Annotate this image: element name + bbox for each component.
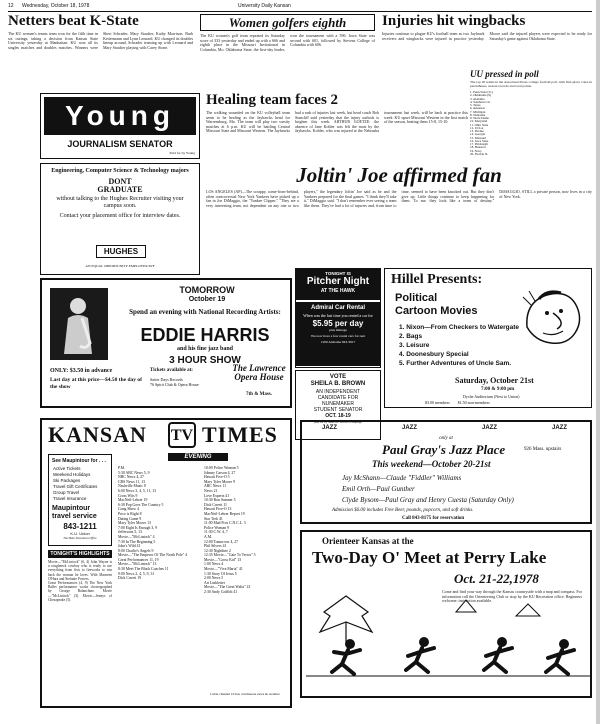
tv-listing: 11:30 C.W. 4, 7 [204,530,228,535]
orienteering-runners-icon [306,592,590,696]
hughes-logo: HUGHES [96,245,146,258]
tv-listing: 9:00 News 2, 4, 5, 9, 31 [118,571,155,576]
poll-team: 20. Florida St. [470,152,489,156]
tv-listing: Hawaii Five-O 13 [204,507,232,512]
tv-listing: 1:00 News 4 [204,562,224,567]
tv-listing: 2:30 Andy Griffith 41 [204,590,238,595]
admiral-plus: plus mileage [329,328,347,332]
tv-listing: 11:00 Mad Pros C.N.C.L. 5 [204,521,246,526]
tv-listing: 1:30 Story Of Jesus 5 [204,571,237,576]
tv-listing: Movie—"McLintock" 13 [118,562,157,567]
tv-listing: 12:35 Movie—"Gate To Terror" 5 [204,553,256,558]
kansan-tv-times [40,418,292,708]
poll-intro: The top 20 teams in the Associated Press college football poll, with first-place votes in parentheses, season records and total points. [470,80,592,88]
poll-team: 16. Iowa State [470,139,489,143]
tv-listings-column-1 [118,466,200,690]
tv-listing: Mary Tyler Moore 13 [118,521,151,526]
perry-lake-ad [300,530,592,698]
hughes-heading: Engineering, Computer Science & Technology majors [51,168,189,174]
injuries-article [382,14,592,70]
tv-listing: Art Linkletter [204,580,225,585]
perry-dates: Oct. 21-22,1978 [454,571,539,586]
netters-headline: Netters beat K-State [8,13,139,29]
tv-highlights-body: Movie—"McLintock" (6, 4) John Wayne is a roughneck cowboy who is ready to use everything from fists to fireworks to win back the woman he loves. With Maureen O'Hara and Stefanie Powers. Great Performances (4, 9) The New York Ballet performance works choreographed by George Balanchine. Movie—"McLintock" (3). Movie—Jennys of Chesapeake (5). [48,560,112,602]
maupintour-phone: 843-1211 [63,522,97,531]
poll-team: 19. Navy [470,149,482,153]
vote-line3: NUNEMAKER [322,401,354,407]
poll-team: 10. Maryland [470,120,488,124]
hillel-ad [384,268,592,408]
healing-headline: Healing team faces 2 [206,92,339,108]
hughes-ad [40,163,200,275]
eddie-only-price: ONLY: $3.50 in advance [50,368,113,374]
tv-listing: Hawaii Five-O 5 [204,475,230,480]
page-header [8,3,592,11]
joltin-headline: Joltin' Joe affirmed fan [296,163,502,187]
vote-paid: paid for by Sheila B. Brown's campaign [314,420,362,424]
hughes-eeo: AN EQUAL OPPORTUNITY EMPLOYER M/F [85,264,155,268]
jazz-word: JAZZ [402,425,417,431]
hillel-movie-item: 1. Nixon—From Checkers to Watergate [399,324,520,331]
jazz-only: only at [439,436,453,441]
golfers-headline: Women golfers eighth [200,14,375,31]
hillel-prices: $3.00 members $1.50 non-members [425,400,490,405]
tv-listing: 10:30 Ron Sumner 5 [204,498,236,503]
golfers-body: The KU women's golf team repeated its Saturday score of 333 yesterday and ended up with a 666 and eighth place in the Missouri Invitational in Columbia, Mo. Oklahoma State, the first-day leader, won the tournament with a 596. Iowa State was second with 601, followed by Stevens College of Columbia with 606. [200,34,375,52]
poll-team: 13. Purdue [470,130,484,133]
tv-listing: Phil Silvers 41 [204,544,227,549]
tv-listing: Price is Right 8 [118,511,142,516]
vote-line4: STUDENT SENATOR [313,407,363,413]
admiral-phone: 1200 Alabama 843-3917 [320,339,356,344]
eddie-venue: The Lawrence Opera House [232,363,286,382]
tv-cable-footnote: Cable channel 10 has continuous news & weather [210,692,280,696]
young-paid: Paid for by Young [169,151,195,155]
jazz-header-row [302,425,590,433]
tv-listing: Dick Cavett 19 [118,576,141,581]
page-gutter [596,0,600,724]
jazz-line3: Clyde Bysom—Paul Gray and Henry Cuesta (Saturday Only) [342,496,514,504]
jazz-word: JAZZ [552,425,567,431]
hillel-cartoon: Cartoon Movies [395,305,478,317]
header-rule [8,11,592,12]
tv-listing: Jeffersons 5, 13 [118,530,142,535]
golfers-article [200,14,375,90]
eddie-spend: Spend an evening with National Recording Artists: [129,308,281,316]
perry-info: Come and find your way through the Kansas countryside with a map and compass. For information call the Orienteering Club or stop by the KU Recreation office. Beginners welcome; instruction available. [442,590,582,604]
perry-illustration [306,592,590,696]
tv-listing: John's Wild 41 [118,544,141,549]
joltin-body: LOS ANGELES (AP)—The scrappy, come-from-behind, often controversial New York Yankees have picked up a fan in Joe DiMaggio, the "Yankee Clipper." "They are a very interesting team, not dependent on any one or two players," the legendary Joltin' Joe said as he and the Yankees prepared for the final games. "I think they'll take it," DiMaggio said. "I don't remember ever seeing a team like them. They've had a lot of injuries and, from time to time, seemed to have been knocked out. But they don't give up. Little things continue to keep happening for them. To me, they look like a team of destiny." DiMAGGIO, STILL a private person, now lives in a city of New York. [206,190,592,208]
jazz-weekend: This weekend—October 20-21st [372,459,491,469]
tv-listing: MacNeil-Lehrer Report 19 [204,511,245,516]
eddie-name: EDDIE HARRIS [140,325,270,345]
eddie-tomorrow: TOMORROW [179,285,235,295]
tv-listing: Star Trek 41 [204,516,223,521]
young-office: JOURNALISM SENATOR [67,139,173,149]
poll-team: 14. Georgia [470,133,485,137]
tv-listing: Nashville Music 8 [118,484,146,489]
maupintour-see: See Maupintour for . . . [52,458,106,464]
hillel-movie-list [399,323,519,368]
eddie-show: 3 HOUR SHOW [169,355,241,366]
maupintour-tagline: The Main Downtown Office [63,536,97,540]
tv-listing: Gong Show 4 [118,507,139,512]
tv-listing: Great Performances 11, 19 [118,557,159,562]
tv-listing: 8:30 Meet The Black Coaches 11 [118,567,169,572]
joltin-article [206,165,592,265]
healing-body: The walking wounded on the KU volleyball team seem to be healing as the Jayhawks head for Warrensburg, Mo. The team will play two varsity matches at 6 p.m. KU will be battling Central Missouri State and Missouri Western. The Jayhawks had a rash of injuries last week, but head coach Bob Stancliff said yesterday that the injury outlook is brighter this week. ARTHUR GOETZE: the absence of Jane Kohler was felt the most by the Jayhawks. Kohler, who was injured at the Nebraska tournament last week, will be back at practice this week. KU upset Missouri Western in the first match of the season, beating them 15-8, 15-10. [206,111,468,134]
tv-listing: 6:00 News 3, 4, 5, 11, 13 [118,488,157,493]
hillel-place: Dyche Auditorium (Next to Union) [463,394,520,399]
nixon-caricature [517,287,589,349]
tv-listing: Movie—"Gross Kid" 13 [204,557,242,562]
perry-title: Two-Day O' Meet at Perry Lake [312,548,547,567]
jazz-admission: Admission $6.00 includes Free Beer, pounds, popcorn, and soft drinks. [332,508,474,513]
young-name: Young [44,97,196,135]
tv-listing: CBS News 11, 13 [118,479,146,484]
jazz-line1: Jay McShann—Claude "Fiddler" Williams [342,474,462,482]
tv-listing: Cross Wits 9 [118,493,138,498]
maupintour-option: Group Travel [53,490,80,495]
poll-team: 15. Missouri [470,136,487,140]
jazz-ad [300,420,592,524]
tv-listing: 8:00 Charlie's Angels 9 [118,548,154,553]
injuries-headline: Injuries hit wingbacks [382,13,526,29]
netters-body: The KU women's tennis team won for the fifth time in six outings, taking a decision from Kansas State University yesterday at Manhattan. KU won all its singles matches and doubles matches. Winners were Sheri Schrader, Mary Staufier, Kathy Morrison, Barb Kettermann and Lynn Leonard. KU changed its doubles lineup around, Schrader teaming up with Leonard and Mary Staufier playing with Carey Stone. [8,32,193,50]
poll-team: 7. Michigan [470,110,486,114]
healing-article [206,93,468,161]
maupintour-agency: Maupintour travel service [52,505,97,520]
eddie-harris-photo [50,288,108,360]
poll-team: 5. Texas [470,104,481,107]
tv-listing: 12:00 Tomorrow 4, 27 [204,539,239,544]
vote-line2: CANDIDATE FOR [317,395,359,401]
tv-listing: Police Woman 9 [204,525,229,530]
page-date: Wednesday, October 18, 1978 [22,3,90,9]
tv-listing: 10:00 Police Woman 5 [204,466,239,470]
tv-title-tv: TV [168,422,196,448]
tv-listing: Johnny Carson 4, 27 [204,470,236,475]
newspaper-name: University Daily Kansan [238,3,291,9]
admiral-rental-text: We now have a few rental cars for rent [310,334,366,338]
poll-title: UU pressed in poll [470,69,539,79]
vote-line1: AN INDEPENDENT [315,389,361,395]
poll-team: 12. UCLA [470,126,484,130]
hughes-without: without talking to the Hughes Recruiter visiting your campus soon. [56,196,184,209]
jazz-word: JAZZ [322,425,337,431]
tv-listing: Dick Cavett 11 [204,502,227,507]
jazz-address: 926 Mass. upstairs [524,447,562,452]
young-ad [40,93,200,159]
hillel-presents: Hillel Presents: [391,272,483,287]
ap-poll [470,69,592,156]
tv-listing: NBC News 4, 27 [118,475,144,480]
maupintour-options [49,466,111,502]
admiral-title: Admiral Car Rental [310,305,365,311]
jazz-word: JAZZ [482,425,497,431]
tv-title-kansan: KANSAN [48,422,147,447]
pitcher-tonight: TONIGHT IS [325,271,351,276]
maupintour-option: Travel Gift Certificates [53,484,98,489]
hillel-movie-item: 4. Doonesbury Special [399,351,469,358]
pitcher-at: AT THE HAWK [320,288,356,294]
tv-listing: Dating Game 9 [118,516,142,521]
eddie-band: and his fine jazz band [176,346,233,352]
tv-highlights [48,550,112,704]
pitcher-title: Pitcher Night [306,276,370,287]
maupintour-option: Active Tickets [53,466,81,471]
page-number: 12 [8,3,14,9]
jazz-call: Call 843-8175 for reservation [402,516,465,521]
eddie-last-price: Last day at this price—$4.50 the day of the show [50,377,142,390]
tv-listing: 5:30 ABC News 5, 9 [118,470,150,475]
tv-listing: News 21 [204,488,218,493]
eddie-date: October 19 [188,296,226,303]
tv-listing: ABC News 11 [204,484,227,489]
vote-dates: OCT. 18-19 [325,413,351,419]
poll-team: 18. Houston [470,146,486,150]
poll-team: 9. Notre Dame [470,117,489,120]
hughes-contact: Contact your placement office for interview dates. [59,213,181,219]
nixon-caricature-icon [517,287,589,349]
tv-listing: MacNeil-Lehrer 19 [118,498,148,503]
hillel-political: Political [395,292,438,304]
poll-team: 17. Pittsburgh [470,143,488,146]
tv-listing: 6:30 Pop Goes The Country 5 [118,502,164,507]
eddie-outlets: Sutter Days Records 76 Spirit Club & Opera House [150,377,199,387]
tv-listing: P.M. [118,466,125,470]
hillel-time: 7:00 & 9:00 pm [481,387,515,392]
tv-listings-column-2 [204,466,288,690]
poll-team: 11. Ohio State [470,123,489,127]
poll-team: 2. Oklahoma (9) [470,94,491,98]
maupintour-option: Travel Insurance [53,496,87,501]
hughes-dont: DONT [108,177,132,186]
injuries-body: Injuries continue to plague KU's football team as two Jayhawk receivers and wingbacks were injured in practice yesterday. Moore said the injured players were expected to be ready for Saturday's game against Oklahoma State. [382,32,592,41]
hillel-movie-item: 5. Further Adventures of Uncle Sam. [399,360,512,367]
vote-label: VOTE [329,374,347,380]
jazz-venue: Paul Gray's Jazz Place [382,442,506,457]
saxophone-player-icon [50,288,108,360]
eddie-venue-address: 7th & Mass. [246,392,272,397]
eddie-tickets: Tickets available at: [150,368,193,373]
tv-listing: Mary Tyler Moore 9 [204,479,235,484]
poll-team: 8. Nebraska [470,113,486,117]
tv-listing: Movie—"Viva Maria" 41 [204,567,243,572]
admiral-price: $5.95 per day [312,319,364,328]
tv-listing: Movie—"The Great Waltz" 41 [204,585,251,590]
netters-article [8,14,193,90]
poll-team: 4. Southern Cal [470,100,490,104]
pitcher-header [296,269,380,300]
hillel-movie-item: 2. Bags [399,333,423,340]
jazz-line2: Emil Orth—Paul Gunther [342,485,415,493]
tv-listing: Love Experts 41 [204,493,230,498]
perry-orienteer: Orienteer Kansas at the [322,536,414,546]
poll-team: 3. Alabama [470,97,485,101]
tv-listing: 7:30 In The Beginning 5 [118,539,156,544]
vote-name: SHEILA B. BROWN [310,381,366,387]
pitcher-night-ad [295,268,381,368]
hillel-date: Saturday, October 21st [455,376,534,385]
tv-evening-bar: EVENING [168,453,228,461]
tv-highlights-title: TONIGHT'S HIGHLIGHTS [48,550,112,558]
admiral-when: When was the last time you rented a car for [303,313,373,318]
tv-listing: 12:30 Nightline 2 [204,548,231,553]
hughes-graduate: GRADUATE [97,185,143,194]
tv-title-times: TIMES [202,422,278,447]
tv-listing: Movie—"McLintock" 4 [118,534,155,539]
tv-listing: A.M. [204,534,213,539]
admiral-rental [296,302,380,366]
eddie-harris-ad [40,278,292,408]
poll-list [470,91,592,156]
tv-listing: Movie—"The Emperor Of The North Pole" 4 [118,553,188,558]
hillel-movie-item: 3. Leisure [399,342,430,349]
tv-listing: 2:00 News 5 [204,576,224,581]
maupintour-ad [48,454,112,546]
maupintour-option: Weekend Holidays [53,472,91,477]
tv-listing: 7:00 Eight Is Enough 3, 9 [118,525,158,530]
maupintour-location: K.U. Union [70,531,90,536]
poll-team: 6. Arkansas [470,107,485,111]
poll-team: 1. Penn State (51) [470,91,493,94]
maupintour-option: Ski Packages [53,478,81,483]
